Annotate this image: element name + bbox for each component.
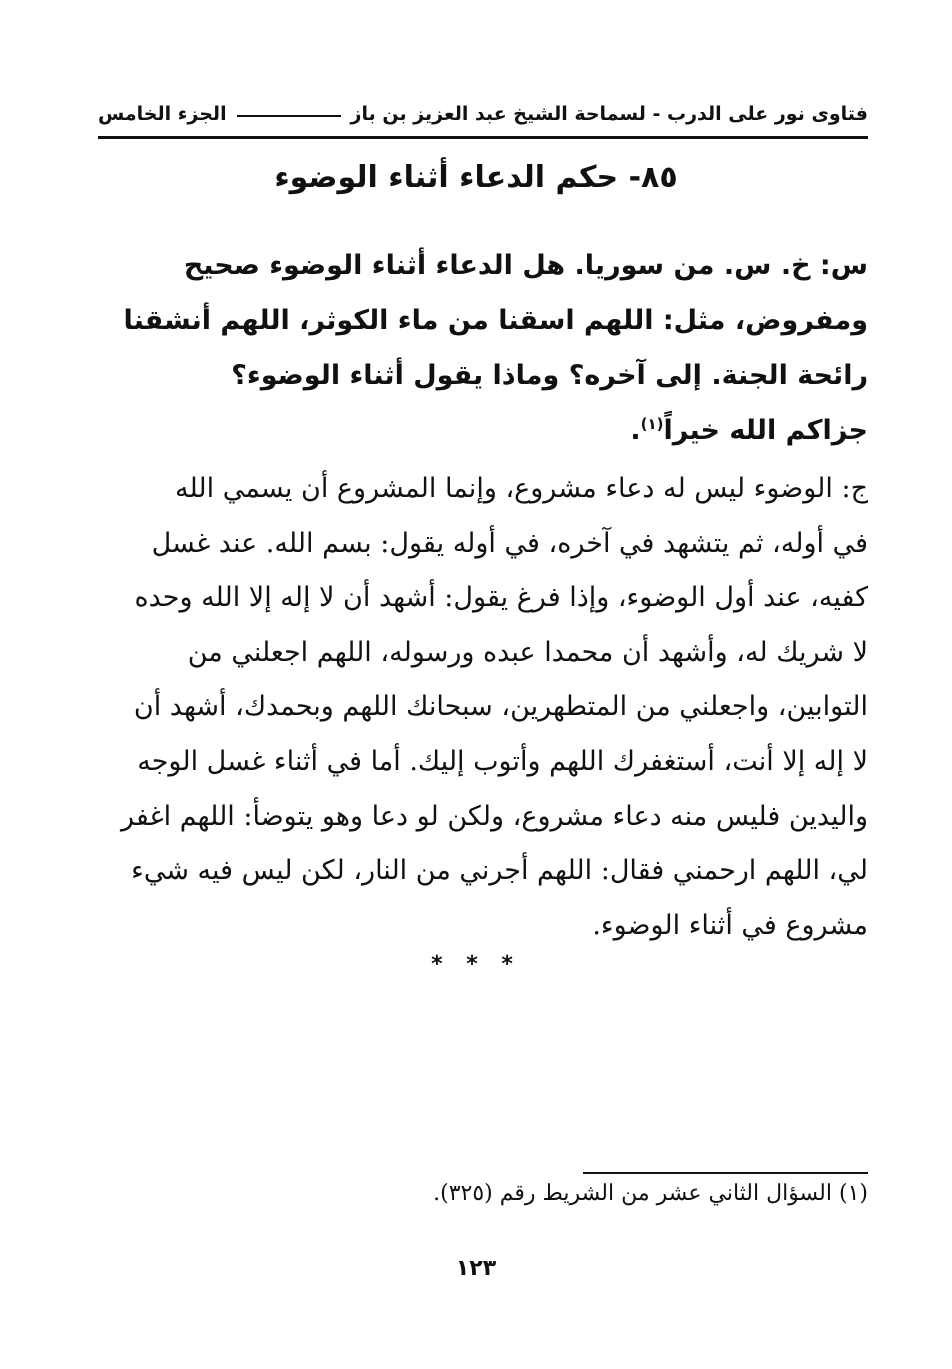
footnote-rule: [583, 1172, 868, 1174]
answer-line: في أوله، ثم يتشهد في آخره، في أوله يقول: بسم الله. عند غسل: [151, 527, 868, 559]
volume-label: الجزء الخامس: [98, 103, 227, 125]
answer-line: لا إله إلا أنت، أستغفرك اللهم وأتوب إليك. أما في أثناء غسل الوجه: [137, 745, 868, 777]
question-line: جزاكم الله خيراً: [663, 415, 868, 446]
question-end-period: .: [630, 415, 641, 446]
answer-line: واليدين فليس منه دعاء مشروع، ولكن لو دعا وهو يتوضأ: اللهم اغفر: [120, 800, 868, 832]
answer-line: لا شريك له، وأشهد أن محمدا عبده ورسوله، اللهم اجعلني من: [187, 636, 868, 668]
question-last-line: [100, 403, 868, 458]
section-title: ٨٥- حكم الدعاء أثناء الوضوء: [274, 160, 678, 195]
answer-line: مشروع في أثناء الوضوء.: [592, 909, 868, 941]
question-line: ومفروض، مثل: اللهم اسقنا من ماء الكوثر، اللهم أنشقنا: [123, 305, 868, 336]
header-rule: [237, 115, 341, 117]
answer-line: كفيه، عند أول الوضوء، وإذا فرغ يقول: أشهد أن لا إله إلا الله وحده: [134, 582, 868, 614]
running-header: [98, 96, 868, 139]
page-number: ١٢٣: [455, 1256, 497, 1281]
footnote-marker: (١): [640, 415, 664, 433]
question-line: س: خ. س. من سوريا. هل الدعاء أثناء الوضوء صحيح: [183, 250, 868, 281]
footnote: (١) السؤال الثاني عشر من الشريط رقم (٣٢٥).: [433, 1181, 868, 1206]
answer-block: [100, 462, 868, 953]
section-separator: * * *: [431, 952, 521, 977]
book-title: فتاوى نور على الدرب - لسماحة الشيخ عبد العزيز بن باز: [350, 103, 868, 125]
answer-line: لي، اللهم ارحمني فقال: اللهم أجرني من النار، لكن ليس فيه شيء: [131, 855, 868, 887]
answer-line: التوابين، واجعلني من المتطهرين، سبحانك اللهم وبحمدك، أشهد أن: [133, 691, 868, 723]
question-block: [100, 238, 868, 458]
answer-line: ج: الوضوء ليس له دعاء مشروع، وإنما المشروع أن يسمي الله: [174, 473, 868, 504]
question-line: رائحة الجنة. إلى آخره؟ وماذا يقول أثناء الوضوء؟: [231, 360, 868, 391]
